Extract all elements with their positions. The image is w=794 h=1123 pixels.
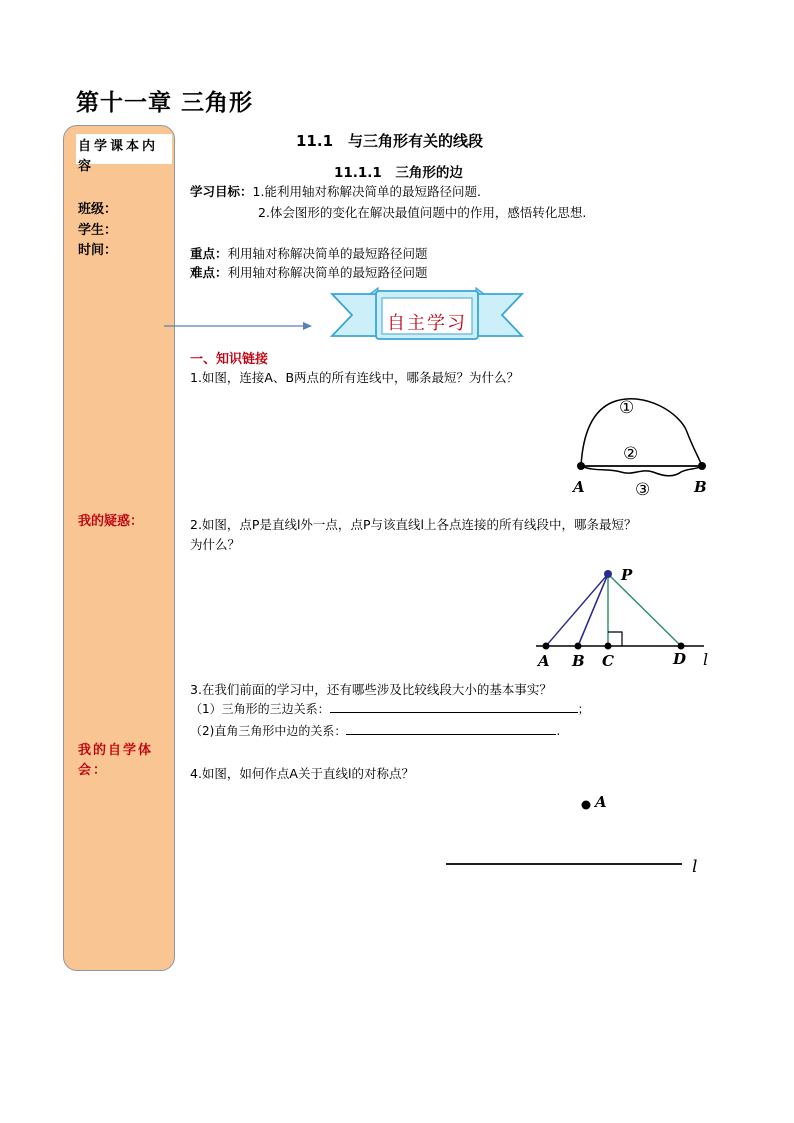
question-4: 4.如图，如何作点A关于直线l的对称点？ [190,766,414,781]
key-point [190,244,428,263]
fig1-curve-2: ② [623,444,639,464]
fig2-label-c: C [602,652,614,670]
fig1-label-b: B [694,478,707,496]
objective-item-1: 1.能利用轴对称解决简单的最短路径问题. [252,184,481,199]
fig2-label-d: D [673,650,687,668]
banner-text: 自主学习 [387,313,467,334]
pointer-arrow [160,318,320,334]
knowledge-heading: 一、知识链接 [190,352,269,367]
sidebar-time-label: 时间： [78,243,118,258]
objectives-label: 学习目标： [190,184,253,199]
answer-blank-2[interactable] [346,722,556,735]
answer-blank-1[interactable] [330,700,578,713]
question-3-sub-2-end: . [556,724,561,738]
difficult-point-label: 难点： [190,265,228,280]
difficult-point-text: 利用轴对称解决简单的最短路径问题 [227,265,428,280]
figure-1-paths-ab [565,392,725,500]
fig2-label-l: l [703,650,709,669]
fig2-label-b: B [572,652,585,670]
key-point-label: 重点： [190,246,228,261]
fig2-label-a: A [538,652,550,670]
question-3-sub-1-end: ； [577,702,590,716]
sidebar-content-label: 自学课本内容 [78,139,159,174]
fig3-label-a: A [595,793,607,811]
question-3-sub-1 [190,700,590,719]
objective-item-2: 2.体会图形的变化在解决最值问题中的作用，感悟转化思想. [258,205,587,220]
sidebar-student-label: 学生： [78,223,118,238]
figure-3-point-and-line [440,788,710,880]
fig3-label-l: l [692,857,698,877]
question-3: 3.在我们前面的学习中，还有哪些涉及比较线段大小的基本事实？ [190,682,552,697]
section-title: 11.1 与三角形有关的线段 [296,132,484,150]
figure-2-point-to-line [530,566,722,672]
question-1: 1.如图，连接A、B两点的所有连线中，哪条最短？为什么？ [190,370,520,385]
key-point-text: 利用轴对称解决简单的最短路径问题 [227,246,428,261]
subsection-title: 11.1.1 三角形的边 [334,165,463,181]
fig1-curve-1: ① [619,398,635,418]
chapter-title: 第十一章 三角形 [76,90,254,116]
fig1-curve-3: ③ [635,480,651,500]
sidebar-class-label: 班级： [78,202,118,217]
sidebar-experience-label: 我的自学体会： [78,743,154,778]
objectives-block [190,182,481,201]
question-3-sub-1-label: （1）三角形的三边关系： [190,702,330,716]
question-3-sub-2 [190,722,560,741]
question-2-line-1: 2.如图，点P是直线l外一点，点P与该直线l上各点连接的所有线段中，哪条最短？ [190,517,637,532]
question-2-line-2: 为什么？ [190,537,241,552]
difficult-point [190,263,428,282]
fig1-label-a: A [573,478,585,496]
fig2-label-p: P [621,566,633,584]
sidebar-doubts-label: 我的疑惑： [78,514,144,529]
question-3-sub-2-label: （2)直角三角形中边的关系： [190,724,347,738]
